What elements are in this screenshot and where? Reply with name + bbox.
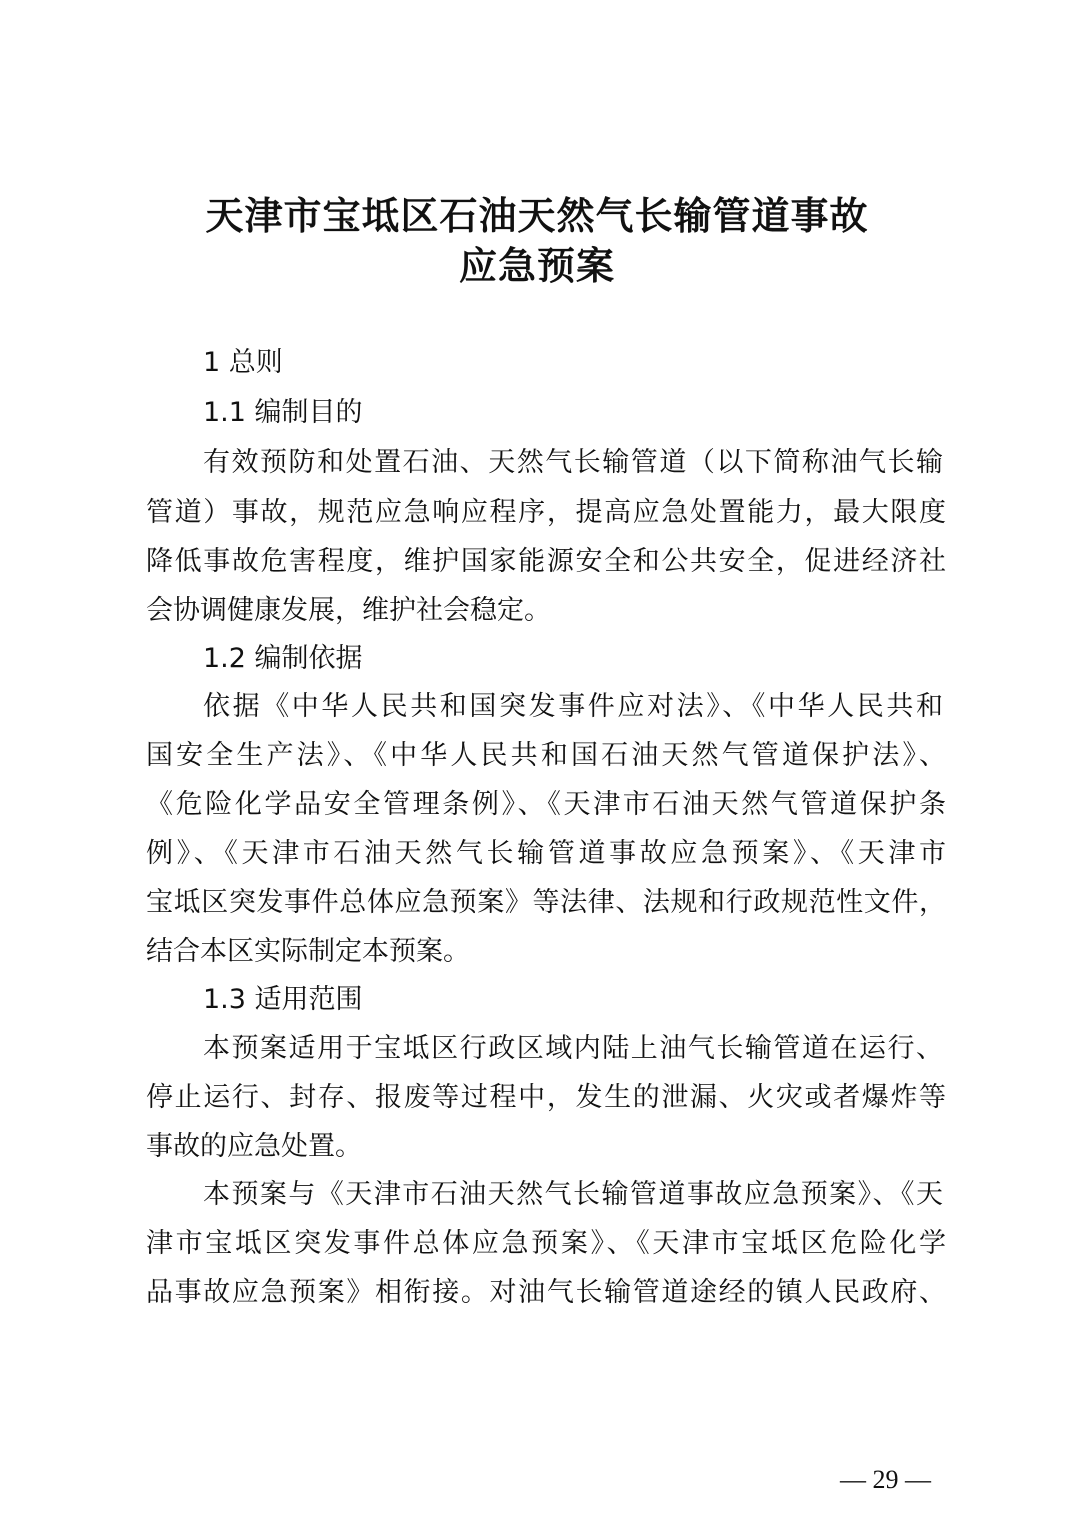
- paragraph-line: 事故的应急处置。: [146, 1131, 362, 1162]
- paragraph-line: 津市宝坻区突发事件总体应急预案》、《天津市宝坻区危险化学: [146, 1228, 946, 1259]
- paragraph-line: 本预案适用于宝坻区行政区域内陆上油气长输管道在运行、: [203, 1033, 943, 1064]
- section-heading-1-1: 1.1 编制目的: [203, 397, 363, 428]
- paragraph-line: 依据《中华人民共和国突发事件应对法》、《中华人民共和: [203, 691, 943, 722]
- paragraph-line: 《危险化学品安全管理条例》、《天津市石油天然气管道保护条: [146, 789, 946, 820]
- paragraph-line: 会协调健康发展，维护社会稳定。: [146, 595, 551, 626]
- page-number: — 29 —: [840, 1465, 931, 1494]
- paragraph-line: 管道）事故，规范应急响应程序，提高应急处置能力，最大限度: [146, 497, 946, 528]
- paragraph-line: 本预案与《天津市石油天然气长输管道事故应急预案》、《天: [203, 1179, 943, 1210]
- document-title-line-1: 天津市宝坻区石油天然气长输管道事故: [205, 193, 869, 238]
- section-heading-1-3: 1.3 适用范围: [203, 984, 363, 1015]
- paragraph-line: 品事故应急预案》相衔接。对油气长输管道途经的镇人民政府、: [146, 1277, 946, 1308]
- paragraph-line: 宝坻区突发事件总体应急预案》等法律、法规和行政规范性文件，: [146, 887, 946, 918]
- paragraph-line: 结合本区实际制定本预案。: [146, 936, 470, 967]
- document-title-line-2: 应急预案: [458, 243, 615, 288]
- paragraph-line: 例》、《天津市石油天然气长输管道事故应急预案》、《天津市: [146, 838, 946, 869]
- section-heading-1: 1 总则: [203, 347, 283, 378]
- section-heading-1-2: 1.2 编制依据: [203, 643, 363, 674]
- paragraph-line: 有效预防和处置石油、天然气长输管道（以下简称油气长输: [203, 447, 943, 478]
- paragraph-line: 停止运行、封存、报废等过程中，发生的泄漏、火灾或者爆炸等: [146, 1082, 946, 1113]
- paragraph-line: 降低事故危害程度，维护国家能源安全和公共安全，促进经济社: [146, 546, 946, 577]
- paragraph-line: 国安全生产法》、《中华人民共和国石油天然气管道保护法》、: [146, 740, 946, 771]
